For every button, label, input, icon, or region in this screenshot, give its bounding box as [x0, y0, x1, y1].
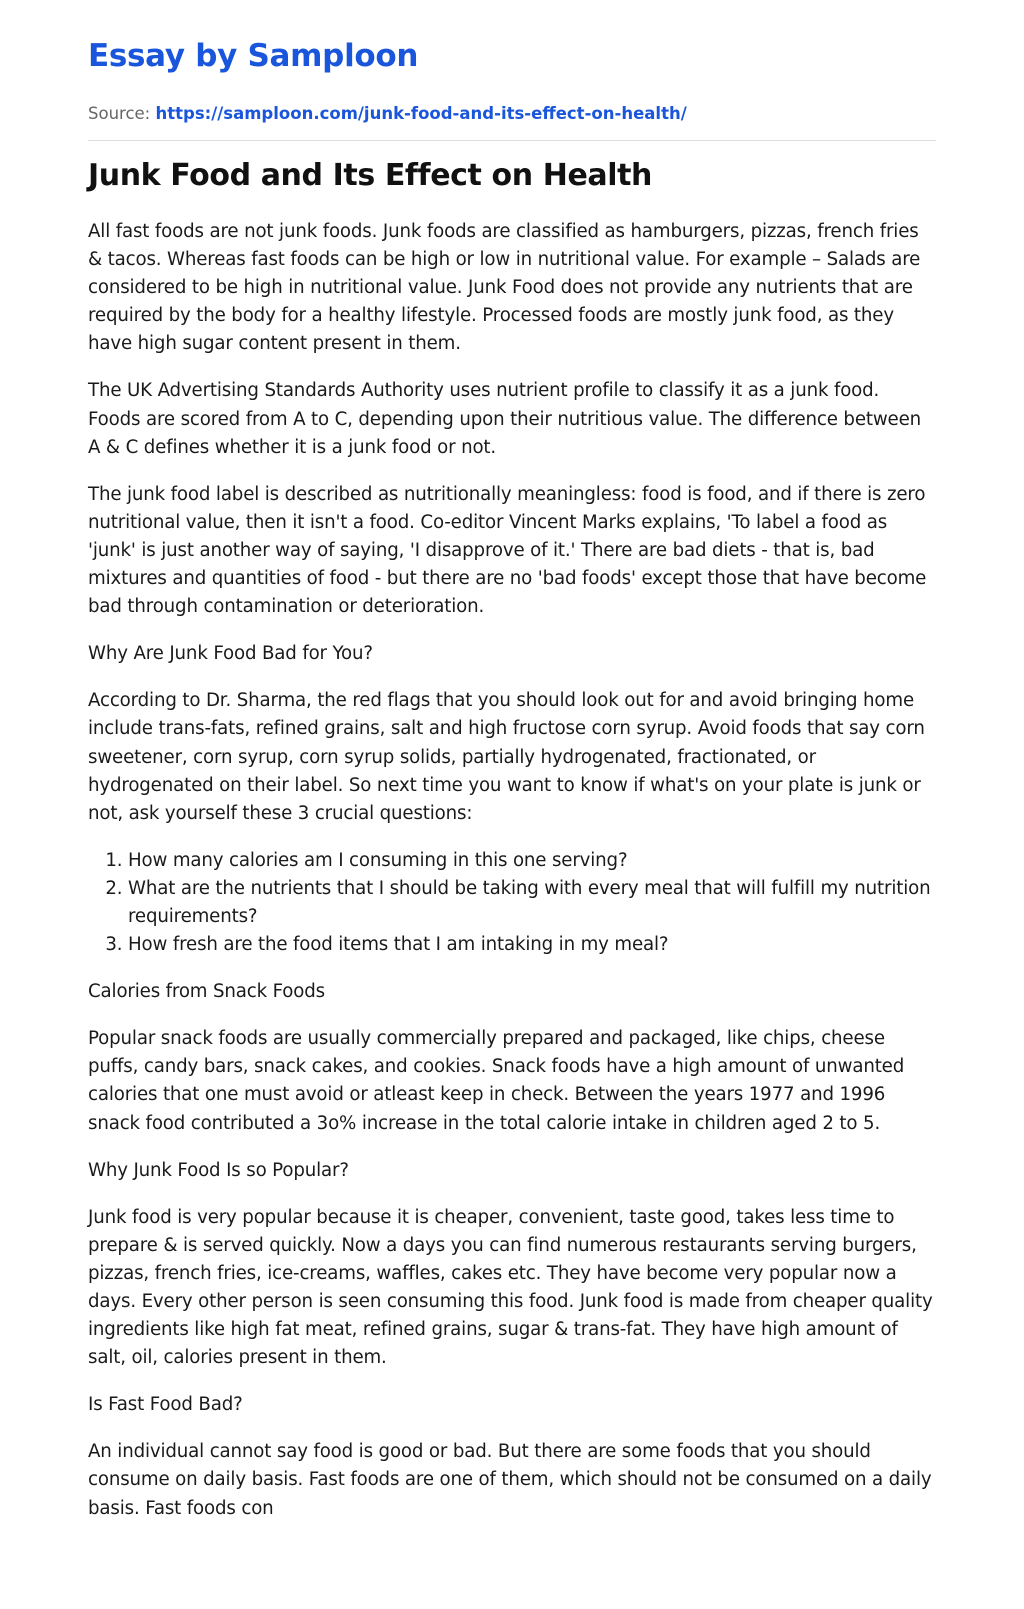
section-heading-why-bad: Why Are Junk Food Bad for You? — [88, 643, 373, 665]
section-heading-popular: Why Junk Food Is so Popular? — [88, 1159, 349, 1181]
paragraph-7: An individual cannot say food is good or bad. But there are some foods that you should consume on daily basis. Fast foods are one of them, which should not be consumed on a daily basis. Fast foods con — [88, 1441, 932, 1519]
paragraph-6: Junk food is very popular because it is cheaper, convenient, taste good, takes less time to prepare & is served quickly. Now a days you can find numerous restaurants serving burgers, pizzas, french fries, ice-creams, waffles, cakes etc. They have become very popular now a days. Every other person is seen consuming this food. Junk food is made from cheaper quality ingredients like high fat meat, refined grains, sugar & trans-fat. They have high amount of salt, oil, calories present in them. — [88, 1206, 933, 1369]
essay-title: Junk Food and Its Effect on Health — [88, 158, 653, 193]
paragraph-4: According to Dr. Sharma, the red flags that you should look out for and avoid bringing home include trans-fats, refined grains, salt and high fructose corn syrup. Avoid foods that say corn sweetener, corn syrup, corn syrup solids, partially hydrogenated, fractionated, or hydrogenated on their label. So next time you want to know if what's on your plate is junk or not, ask yourself these 3 crucial questions: — [88, 690, 925, 824]
paragraph-3: The junk food label is described as nutritionally meaningless: food is food, and if there is zero nutritional value, then it isn't a food. Co-editor Vincent Marks explains, 'To label a food as 'junk' is just another way of saying, 'I disapprove of it.' There are bad diets - that is, bad mixtures and quantities of food - but there are no 'bad foods' except those that have become bad through contamination or deterioration. — [88, 483, 927, 618]
list-item: 3. How fresh are the food items that I am intaking in my meal? — [128, 931, 936, 959]
paragraph-5: Popular snack foods are usually commercially prepared and packaged, like chips, cheese puffs, candy bars, snack cakes, and cookies. Snack foods have a high amount of unwanted calories that one must avoid or atleast keep in check. Between the years 1977 and 1996 snack food contributed a 3o% increase in the total calorie intake in children aged 2 to 5. — [88, 1028, 905, 1134]
section-heading-calories: Calories from Snack Foods — [88, 981, 325, 1003]
source-link[interactable]: https://samploon.com/junk-food-and-its-effect-on-health/ — [155, 104, 687, 123]
list-item: 2. What are the nutrients that I should be taking with every meal that will fulfill my nutrition requirements? — [128, 875, 936, 931]
brand-title: Essay by Samploon — [88, 38, 419, 74]
source-line — [88, 102, 936, 126]
essay-body — [88, 218, 936, 1523]
questions-list — [88, 847, 936, 959]
paragraph-1: All fast foods are not junk foods. Junk foods are classified as hamburgers, pizzas, french fries & tacos. Whereas fast foods can be high or low in nutritional value. For example – Salads are considered to be high in nutritional value. Junk Food does not provide any nutrients that are required by the body for a healthy lifestyle. Processed foods are mostly junk food, as they have high sugar content present in them. — [88, 221, 921, 355]
header-divider — [88, 140, 936, 141]
list-item: 1. How many calories am I consuming in this one serving? — [128, 847, 936, 875]
source-label: Source: — [88, 104, 151, 123]
essay-page — [88, 36, 936, 1542]
section-heading-fast-food: Is Fast Food Bad? — [88, 1394, 243, 1416]
paragraph-2: The UK Advertising Standards Authority uses nutrient profile to classify it as a junk food. Foods are scored from A to C, depending upon their nutritious value. The difference between A & C defines whether it is a junk food or not. — [88, 380, 922, 458]
